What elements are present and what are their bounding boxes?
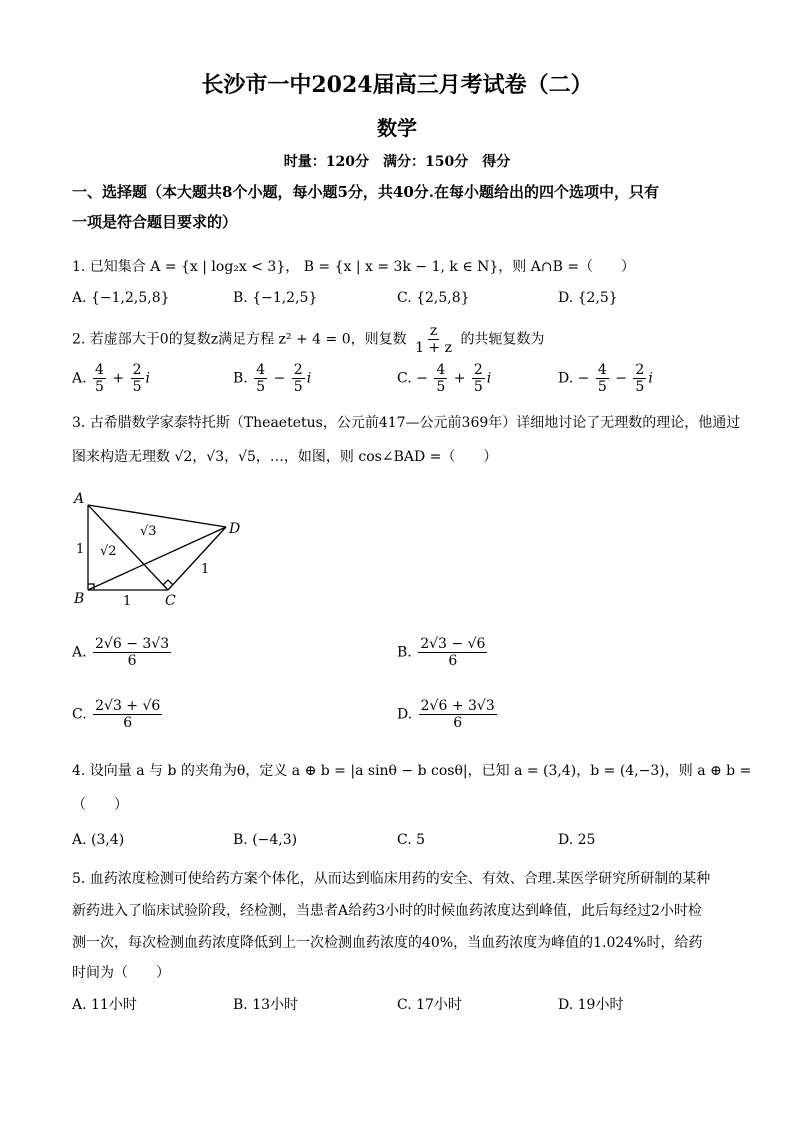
frac-den: 5 bbox=[132, 379, 142, 396]
question-2-option-a bbox=[72, 362, 150, 395]
option-label: B. bbox=[397, 644, 412, 661]
edge-label-ad: √3 bbox=[140, 524, 157, 539]
question-5-option-d: D. 19小时 bbox=[558, 997, 624, 1013]
vertex-label-c: C bbox=[165, 593, 176, 609]
question-5-option-a: A. 11小时 bbox=[72, 997, 137, 1013]
question-2-option-c bbox=[397, 362, 491, 395]
question-3-option-d bbox=[397, 698, 499, 731]
option-label: D. bbox=[397, 706, 413, 723]
question-2-fraction bbox=[413, 323, 454, 356]
option-frac-1 bbox=[434, 362, 447, 395]
question-3-line1: 3. 古希腊数学家泰特托斯（Theaetetus，公元前417—公元前369年）详细地讨论了无理数的理论，他通过 bbox=[72, 415, 741, 431]
frac-den: 6 bbox=[453, 715, 463, 732]
option-frac bbox=[418, 636, 487, 669]
question-4-option-c: C. 5 bbox=[397, 832, 426, 848]
frac-num: 2√6 + 3√3 bbox=[420, 698, 495, 714]
option-label: C. bbox=[72, 706, 87, 723]
question-4-line2: （ ） bbox=[72, 797, 128, 813]
frac-den: 5 bbox=[597, 379, 607, 396]
question-1-stem: 1. 已知集合 A = {x | log₂x < 3}， B = {x | x = 3k − 1, k ∈ N}，则 A∩B =（ ） bbox=[72, 259, 636, 275]
option-sign: − bbox=[416, 370, 428, 387]
option-frac-1 bbox=[93, 362, 106, 395]
edge-label-ac: √2 bbox=[100, 544, 117, 559]
frac-num: 2 bbox=[293, 362, 303, 378]
frac-num: 2√6 − 3√3 bbox=[95, 636, 170, 652]
question-3-figure bbox=[68, 485, 258, 610]
question-4-option-d: D. 25 bbox=[558, 832, 596, 848]
option-frac bbox=[93, 698, 162, 731]
option-label: A. bbox=[72, 370, 87, 387]
option-label: C. bbox=[397, 370, 412, 387]
option-operator: + bbox=[112, 370, 125, 387]
question-2-fraction-num: z bbox=[429, 323, 438, 339]
exam-meta: 时量：120分 满分：150分 得分 bbox=[283, 154, 511, 170]
question-3-line2: 图来构造无理数 √2，√3，√5，…，如图，则 cos∠BAD =（ ） bbox=[72, 449, 498, 465]
frac-den: 5 bbox=[95, 379, 104, 396]
option-operator: + bbox=[453, 370, 466, 387]
question-5-line4: 时间为（ ） bbox=[72, 965, 170, 981]
option-frac bbox=[419, 698, 497, 731]
section-heading-line2: 一项是符合题目要求的） bbox=[72, 213, 238, 231]
frac-num: 4 bbox=[597, 362, 607, 378]
question-2-option-b bbox=[233, 362, 311, 395]
question-5-line1: 5. 血药浓度检测可使给药方案个体化，从而达到临床用药的安全、有效、合理.某医学研究所研制的某种 bbox=[72, 871, 711, 887]
question-5-option-b: B. 13小时 bbox=[233, 997, 299, 1013]
frac-num: 2√3 − √6 bbox=[420, 636, 486, 652]
frac-num: 2 bbox=[635, 362, 645, 378]
question-4-line1: 4. 设向量 a 与 b 的夹角为θ，定义 a ⊕ b = |a sinθ − b cosθ|，已知 a = (3,4)，b = (4,−3)，则 a ⊕ b = bbox=[72, 763, 752, 779]
question-2-stem bbox=[72, 323, 544, 356]
imaginary-unit: i bbox=[648, 370, 653, 387]
imaginary-unit: i bbox=[486, 370, 492, 387]
question-3-option-a bbox=[72, 636, 173, 669]
frac-den: 5 bbox=[436, 379, 446, 396]
option-label: D. bbox=[558, 370, 574, 387]
frac-den: 5 bbox=[635, 379, 645, 396]
question-2-fraction-den: 1 + z bbox=[415, 340, 452, 357]
right-angle-mark-c bbox=[163, 580, 173, 585]
option-frac bbox=[93, 636, 171, 669]
imaginary-unit: i bbox=[306, 370, 312, 387]
frac-num: 4 bbox=[256, 362, 266, 378]
option-operator: − bbox=[615, 370, 627, 387]
option-frac-2 bbox=[131, 362, 144, 395]
exam-title: 长沙市一中2024届高三月考试卷（二） bbox=[201, 72, 593, 98]
question-4-option-b: B. (−4,3) bbox=[233, 832, 298, 848]
frac-den: 6 bbox=[448, 653, 458, 670]
edge-label-cd: 1 bbox=[201, 562, 210, 577]
section-heading-line1: 一、选择题（本大题共8个小题，每小题5分，共40分.在每小题给出的四个选项中，只有 bbox=[72, 183, 659, 201]
frac-num: 4 bbox=[436, 362, 446, 378]
option-sign: − bbox=[577, 370, 590, 387]
question-5-option-c: C. 17小时 bbox=[397, 997, 462, 1013]
question-3-option-b bbox=[397, 636, 489, 669]
option-frac-1 bbox=[596, 362, 609, 395]
segment-cd bbox=[168, 527, 226, 590]
subject-title: 数学 bbox=[377, 116, 417, 140]
frac-den: 5 bbox=[256, 379, 266, 396]
option-frac-2 bbox=[472, 362, 485, 395]
question-2-stem-text: 2. 若虚部大于0的复数z满足方程 z² + 4 = 0，则复数 bbox=[72, 331, 407, 348]
vertex-label-b: B bbox=[74, 591, 85, 607]
question-5-line2: 新药进入了临床试验阶段，经检测，当患者A给药3小时的时候血药浓度达到峰值，此后每经过2小时检 bbox=[72, 903, 702, 919]
option-label: A. bbox=[72, 644, 87, 661]
segment-ad bbox=[88, 505, 226, 527]
option-label: B. bbox=[233, 370, 248, 387]
frac-den: 6 bbox=[123, 715, 133, 732]
question-2-option-d bbox=[558, 362, 653, 395]
question-1-option-b: B. {−1,2,5} bbox=[233, 290, 318, 306]
question-4-option-a: A. (3,4) bbox=[72, 832, 125, 848]
edge-label-ab: 1 bbox=[76, 542, 85, 557]
question-1-option-d: D. {2,5} bbox=[558, 290, 618, 306]
frac-num: 2√3 + √6 bbox=[95, 698, 161, 714]
option-frac-2 bbox=[633, 362, 646, 395]
question-1-option-a: A. {−1,2,5,8} bbox=[72, 290, 170, 306]
question-5-line3: 测一次，每次检测血药浓度降低到上一次检测血药浓度的40%，当血药浓度为峰值的1.024%时，给药 bbox=[72, 935, 703, 951]
frac-den: 5 bbox=[293, 379, 303, 396]
frac-num: 2 bbox=[132, 362, 142, 378]
vertex-label-a: A bbox=[74, 491, 85, 507]
question-1-option-c: C. {2,5,8} bbox=[397, 290, 470, 306]
frac-den: 5 bbox=[473, 379, 483, 396]
option-frac-2 bbox=[292, 362, 305, 395]
question-2-stem-tail: 的共轭复数为 bbox=[460, 331, 545, 348]
imaginary-unit: i bbox=[145, 370, 150, 387]
option-operator: − bbox=[273, 370, 286, 387]
option-frac-1 bbox=[254, 362, 267, 395]
question-3-option-c bbox=[72, 698, 164, 731]
edge-label-bc: 1 bbox=[123, 594, 132, 609]
frac-num: 4 bbox=[95, 362, 104, 378]
vertex-label-d: D bbox=[229, 521, 241, 537]
frac-den: 6 bbox=[127, 653, 137, 670]
frac-num: 2 bbox=[473, 362, 483, 378]
